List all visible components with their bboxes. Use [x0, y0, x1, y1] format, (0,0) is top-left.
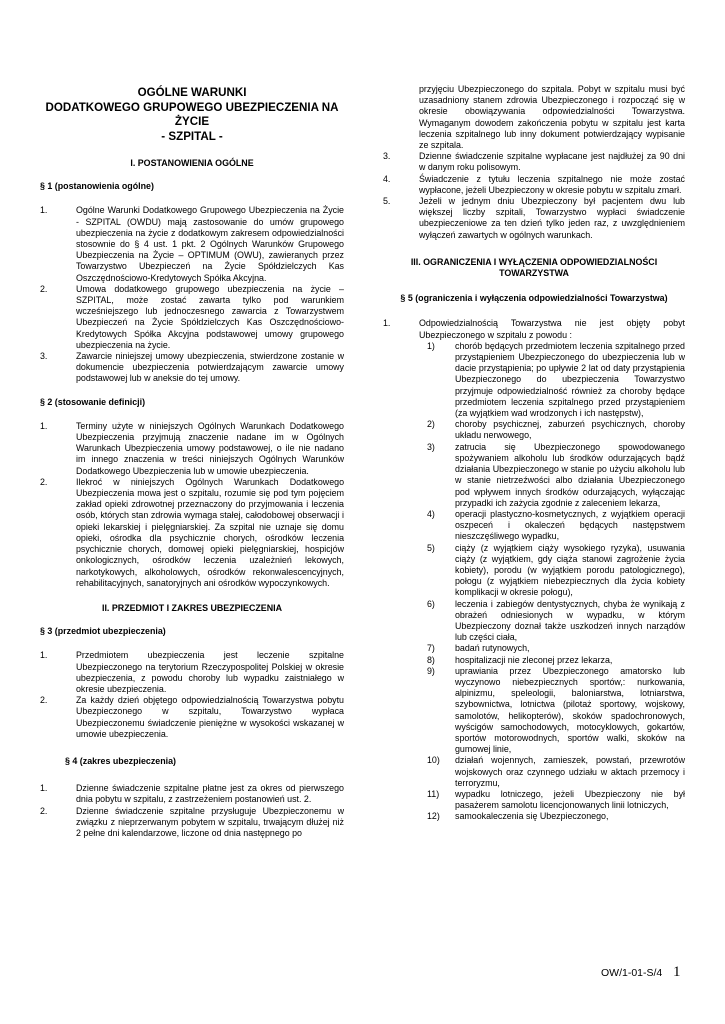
item-number: 2.	[40, 283, 48, 294]
paragraph-heading-5: § 5 (ograniczenia i wyłączenia odpowiedzialności Towarzystwa)	[400, 293, 668, 304]
item-text: Świadczenie z tytułu leczenia szpitalnego nie może zostać wypłacone, jeżeli Ubezpieczony w okresie pobytu w szpitalu zmarł.	[419, 173, 685, 195]
sub-item-number: 11)	[427, 788, 440, 799]
sub-item-number: 7)	[427, 643, 435, 654]
item-number: 1.	[40, 205, 48, 216]
item-text: Ilekroć w niniejszych Ogólnych Warunkach Dodatkowego Ubezpieczenia mowa jest o szpitalu, rozumie się pod tym pojęciem zakład opieki zdrowotnej przeznaczony do przyjmowania i leczenia osób, których stan zdrowia wymaga stałej, całodobowej obserwacji i opieki lekarskiej i pielęgniarskiej. Za szpital nie uznaje się domu opieki, ośrodka dla psychicznie chorych, ośrodków leczenia psychicznie chorych, domowej opieki pielęgniarskiej, hospicjów onkologicznych, ośrodków leczenia uzależnień lekowych, narkotykowych, alkoholowych, ośrodków rekonwalescencyjnych, rehabilitacyjnych, sanatoryjnych ani ośrodków wypoczynkowych.	[76, 476, 344, 588]
item-text: Odpowiedzialnością Towarzystwa nie jest objęty pobyt Ubezpieczonego w szpitalu z powodu :	[419, 318, 685, 340]
item-number: 4.	[383, 173, 391, 184]
sub-item-number: 10)	[427, 755, 440, 766]
sub-item-number: 8)	[427, 654, 435, 665]
sub-item-number: 12)	[427, 811, 440, 822]
section-heading-1: I. POSTANOWIENIA OGÓLNE	[130, 158, 254, 168]
list-item	[40, 650, 344, 695]
sub-item-text: wypadku lotniczego, jeżeli Ubezpieczony nie był pasażerem samolotu licencjonowanych linii lotniczych,	[455, 788, 685, 811]
sub-item-text: ciąży (z wyjątkiem ciąży wysokiego ryzyka), usuwania ciąży (z wyjątkiem, gdy ciąża stanowi zagrożenie życia kobiety), porodu (w wyjątkiem porodu patologicznego), połogu (z wyjątkiem niebezpiecznych dla życia kobiety komplikacji w okresie połogu),	[455, 542, 685, 598]
paragraph-heading-4: § 4 (zakres ubezpieczenia)	[65, 755, 176, 766]
item-number: 3.	[383, 151, 391, 162]
sub-item-text: działań wojennych, zamieszek, powstań, przewrotów wojskowych oraz czynnego udziału w aktach przemocy i terroryzmu,	[455, 755, 685, 788]
list-item	[383, 196, 685, 241]
list-item	[40, 205, 344, 283]
sub-list-item	[383, 789, 685, 811]
item-number: 1.	[40, 420, 48, 431]
sub-list-item	[383, 666, 685, 756]
list-item	[40, 783, 344, 805]
sub-item-number: 6)	[427, 598, 435, 609]
list-item	[40, 695, 344, 740]
sub-item-number: 9)	[427, 665, 435, 676]
sub-item-text: leczenia i zabiegów dentystycznych, chyba że wynikają z obrażeń odniesionych w wypadku, w którym Ubezpieczony doznał także uszkodzeń innych narządów lub części ciała,	[455, 598, 685, 643]
item-text: Przedmiotem ubezpieczenia jest leczenie szpitalne Ubezpieczonego na terytorium Rzeczypospolitej Polskiej w okresie ubezpieczenia, z powodu choroby lub wypadku zaistniałego w okresie ubezpieczenia.	[76, 650, 344, 694]
sub-list-item	[383, 655, 685, 666]
paragraph-heading-3: § 3 (przedmiot ubezpieczenia)	[40, 626, 166, 637]
item-number: 1.	[40, 783, 48, 794]
list-item	[40, 806, 344, 839]
sub-item-number: 1)	[427, 340, 435, 351]
list-item	[40, 351, 344, 385]
sub-item-text: zatrucia się Ubezpieczonego spowodowanego spożywaniem alkoholu lub środków odurzających bądź działania Ubezpieczonego w stanie po użyciu alkoholu lub w stanie nietrzeźwości albo działania Ubezpieczonego pod wpływem innych środków odurzających, wyłączając przypadki ich zażycia zgodnie z zaleceniem lekarza,	[455, 441, 685, 508]
item-number: 1.	[383, 318, 391, 329]
item-number: 5.	[383, 196, 391, 207]
item-text: Zawarcie niniejszej umowy ubezpieczenia, stwierdzone zostanie w dokumencie ubezpieczenia potwierdzającym zawarcie umowy podstawowej lub w aneksie do tej umowy.	[76, 351, 344, 384]
sub-list-item	[383, 643, 685, 654]
title-line-3: ŻYCIE	[174, 115, 210, 128]
item-text: Za każdy dzień objętego odpowiedzialnością Towarzystwa pobytu Ubezpieczonego w szpitalu, Towarzystwo wypłaca Ubezpieczonemu świadczenie pieniężne w wysokości wskazanej w umowie ubezpieczenia.	[76, 695, 344, 739]
right-column	[383, 84, 685, 823]
sub-list-item	[383, 543, 685, 599]
item-number: 2.	[40, 805, 48, 816]
sub-item-text: operacji plastyczno-kosmetycznych, z wyjątkiem operacji oszpeceń i okaleczeń będących następstwem nieszczęśliwego wypadku,	[455, 508, 685, 542]
section-heading-3-line-1: III. OGRANICZENIA I WYŁĄCZENIA ODPOWIEDZIALNOŚCI	[410, 256, 658, 267]
title-line-1: OGÓLNE WARUNKI	[137, 86, 247, 99]
document-code: OW/1-01-S/4	[601, 967, 663, 979]
list-item	[383, 174, 685, 196]
sub-item-text: choroby psychicznej, zaburzeń psychicznych, choroby układu nerwowego,	[455, 419, 685, 441]
left-column	[40, 84, 344, 839]
item-text: Umowa dodatkowego grupowego ubezpieczenia na życie – SZPITAL, może zostać zawarta tylko pod warunkiem wcześniejszego lub jednoczesnego zawarcia z Towarzystwem Ubezpieczeń na Życie Spółdzielczych Kas Oszczędnościowo-Kredytowych Spółka Akcyjna podstawowej umowy grupowego ubezpieczenia na życie.	[76, 283, 344, 350]
section-heading-3-line-2: TOWARZYSTWA	[499, 268, 569, 279]
item-number: 2.	[40, 476, 48, 487]
sub-list-item	[383, 599, 685, 644]
section-heading-3	[383, 257, 685, 279]
sub-list-item	[383, 341, 685, 419]
sub-item-number: 3)	[427, 441, 435, 452]
paragraph-heading-1: § 1 (postanowienia ogólne)	[40, 181, 154, 192]
sub-item-number: 5)	[427, 542, 435, 553]
sub-list-item	[383, 509, 685, 543]
title-line-4: - SZPITAL -	[161, 129, 223, 143]
paragraph-heading-2: § 2 (stosowanie definicji)	[40, 396, 146, 407]
sub-list-item	[383, 442, 685, 509]
item-number: 3.	[40, 351, 48, 362]
item-text: Terminy użyte w niniejszych Ogólnych Warunkach Dodatkowego Ubezpieczenia przyjmują znaczenie nadane im w Ogólnych Warunkach Ubezpieczenia umowy podstawowej, o ile nie nadano im innego znaczenia w treści niniejszych Ogólnych Warunków Dodatkowego Ubezpieczenia lub w umowie ubezpieczenia.	[76, 420, 344, 476]
sub-item-number: 2)	[427, 419, 435, 430]
sub-item-number: 4)	[427, 508, 435, 519]
list-item	[40, 477, 344, 589]
list-item-continued	[383, 84, 685, 151]
sub-item-text: uprawiania przez Ubezpieczonego amatorsko lub wyczynowo niebezpiecznych sportów,: nurkowania, alpinizmu, speleologii, baloniarstwa, lotniarstwa, szybownictwa, lotnictwa (pilotaż sportowy, wojskowy, samolotów, helikopterów), skoków spadochronowych, wyścigów samochodowych, motocyklowych, gokartów, sportów motorowodnych, sportów walki, skoków na gumowej linie,	[455, 665, 685, 755]
sub-item-text: badań rutynowych,	[455, 643, 530, 654]
section-heading-2: II. PRZEDMIOT I ZAKRES UBEZPIECZENIA	[102, 602, 282, 613]
list-item	[383, 151, 685, 173]
list-item	[383, 318, 685, 340]
item-text-part-2: przyjęciu Ubezpieczonego do szpitala. Pobyt w szpitalu musi być uzasadniony stanem zdrowia Ubezpieczonego i rozpocząć się w okresie obowiązywania odpowiedzialności Towarzystwa. Wymaganym dowodem zakończenia pobytu w szpitalu jest karta leczenia szpitalnego lub inny dokument potwierdzający wypisanie ze szpitala.	[419, 84, 685, 151]
item-text: Dzienne świadczenie szpitalne wypłacane jest najdłużej za 90 dni w danym roku polisowym.	[419, 151, 685, 173]
list-item	[40, 284, 344, 351]
page-number: 1	[673, 964, 681, 980]
item-number: 2.	[40, 695, 48, 706]
item-text-part-1: Dzienne świadczenie szpitalne przysługuje Ubezpieczonemu w związku z nieprzerwanym pobytem w szpitalu, trwającym dłużej niż 2 pełne dni kalendarzowe, liczone od dnia następnego po	[76, 805, 344, 838]
sub-item-text: chorób będących przedmiotem leczenia szpitalnego przed przystąpieniem Ubezpieczonego do ubezpieczenia lub w dacie przystąpienia; po upływie 2 lat od daty przystąpienia Ubezpieczonego do ubezpieczenia Towarzystwo przyjmuje odpowiedzialność również za choroby będące przedmiotem leczenia szpitalnego przed przystąpieniem (za wyjątkiem wad wrodzonych i ich następstw),	[455, 340, 685, 419]
document-title	[40, 86, 344, 144]
item-text: Jeżeli w jednym dniu Ubezpieczony był pacjentem dwu lub większej liczby szpitali, Towarzystwo wypłaci świadczenie ubezpieczeniowe za ten dzień tylko jeden raz, z uwzględnieniem wyłączeń zawartych w ogólnych warunkach.	[419, 196, 685, 240]
list-item	[40, 421, 344, 477]
item-text: Ogólne Warunki Dodatkowego Grupowego Ubezpieczenia na Życie - SZPITAL (OWDU) mają zastosowanie do umów grupowego ubezpieczenia na życie z dodatkowym zakresem odpowiedzialności stosownie do § 4 ust. 1 pkt. 2 Ogólnych Warunków Grupowego Ubezpieczenia na Życie – OPTIMUM (OWU), zawieranych przez Towarzystwo Ubezpieczeń na Życie Spółdzielczych Kas Oszczędnościowo-Kredytowych Spółka Akcyjna.	[76, 205, 344, 283]
sub-list-item	[383, 755, 685, 789]
sub-item-text: hospitalizacji nie zleconej przez lekarza,	[455, 654, 613, 665]
exclusions-list	[383, 341, 685, 823]
item-text: Dzienne świadczenie szpitalne płatne jest za okres od pierwszego dnia pobytu w szpitalu, z zastrzeżeniem postanowień ust. 2.	[76, 783, 344, 805]
sub-list-item	[383, 811, 685, 822]
item-number: 1.	[40, 650, 48, 661]
sub-item-text: samookaleczenia się Ubezpieczonego,	[455, 811, 609, 822]
title-line-2: DODATKOWEGO GRUPOWEGO UBEZPIECZENIA NA	[45, 100, 339, 114]
sub-list-item	[383, 419, 685, 441]
